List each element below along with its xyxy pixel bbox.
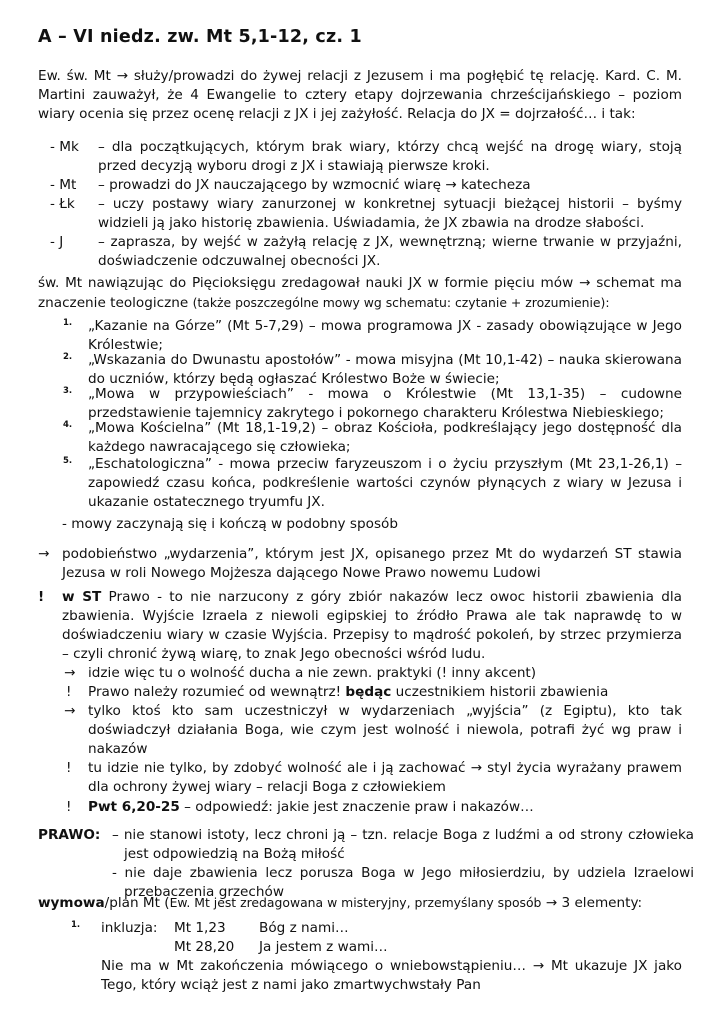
gospel-label-lk: - Łk xyxy=(50,196,75,212)
page-title: A – VI niedz. zw. Mt 5,1-12, cz. 1 xyxy=(38,27,362,47)
point-marker: ! xyxy=(66,760,72,776)
gospel-text-j: – zaprasza, by wejść w zażyłą relację z JX, wewnętrzną; wierne trwanie w przyjaźni, doświadczenie odczuwalnej obecności JX. xyxy=(98,234,682,269)
law-point-text: – odpowiedź: jakie jest znaczenie praw i nakazów… xyxy=(179,799,534,815)
plan-item-number: 1. xyxy=(71,920,81,930)
exclamation-marker: ! xyxy=(38,589,45,605)
speech-item: „Wskazania do Dwunastu apostołów” - mowa misyjna (Mt 10,1-42) – nauka skierowana do uczniów, którzy będą ogłaszać Królestwo Boże w świecie; xyxy=(88,352,682,387)
prawo-point: – nie stanowi istoty, lecz chroni ją – tzn. relacje Boga z ludźmi a od strony człowieka jest odpowiedzią na Bożą miłość xyxy=(112,827,694,862)
plan-ref: Mt 1,23 xyxy=(174,920,226,936)
law-point xyxy=(88,798,682,817)
speech-number: 4. xyxy=(63,420,73,430)
law-point-bold: będąc xyxy=(345,684,392,700)
plan-conclusion: Nie ma w Mt zakończenia mówiącego o wniebowstąpieniu… → Mt ukazuje JX jako Tego, który wciąż jest z nami jako zmartwychwstały Pan xyxy=(101,958,682,993)
gospel-text-lk: – uczy postawy wiary zanurzonej w konkretnej sytuacji bieżącej historii – byśmy widzieli ją jako historię zbawienia. Uświadamia, że JX zbawia na drodze słabości. xyxy=(98,196,682,231)
speech-item: „Mowa w przypowieściach” - mowa o Królestwie (Mt 13,1-35) – cudowne przedstawienie tajemnicy zakrytego i pokornego charakteru Królestwa Niebieskiego; xyxy=(88,386,682,421)
gospel-label-mk: - Mk xyxy=(50,139,79,155)
law-text: Prawo - to nie narzucony z góry zbiór nakazów lecz owoc historii zbawienia dla zbawienia. Wyjście Izraela z niewoli egipskiej to źródło Prawa ale tak naprawdę to w doświadczeniu wiary w czasie Wyjścia. Przepisy to mądrość pokoleń, by strzec przymierza – czyli chronić żywą wiarę, to znak Jego obecności wśród ludu. xyxy=(62,589,682,662)
law-paragraph xyxy=(62,588,682,664)
speech-number: 1. xyxy=(63,318,73,328)
intro-paragraph: Ew. św. Mt → służy/prowadzi do żywej relacji z Jezusem i ma pogłębić tę relację. Kard. C. M. Martini zauważył, że 4 Ewangelie to cztery etapy dojrzewania chrześcijańskiego – poziom wiary ocenia się przez ocenę relacji z JX i jej zażyłość. Relacja do JX = dojrzałość… i tak: xyxy=(38,68,682,122)
plan-heading xyxy=(38,893,682,913)
pentateuch-text: św. Mt nawiązując do Pięcioksięgu zredagował nauki JX w formie pięciu mów → schemat ma znaczenie teologiczne xyxy=(38,275,682,311)
law-point-text: tu idzie nie tylko, by zdobyć wolność ale i ją zachować → styl życia wyrażany prawem dla ochrony żywej wiary – relacji Boga z człowiekiem xyxy=(88,760,682,795)
speech-number: 5. xyxy=(63,456,73,466)
law-point-text: uczestnikiem historii zbawienia xyxy=(391,684,609,700)
plan-heading-bold: wymowa xyxy=(38,895,105,911)
plan-tail: → 3 elementy: xyxy=(541,895,643,911)
point-marker: ! xyxy=(66,684,72,700)
speeches-note: - mowy zaczynają się i kończą w podobny sposób xyxy=(62,516,398,532)
plan-quote: Ja jestem z wami… xyxy=(259,939,388,955)
speech-item: „Kazanie na Górze” (Mt 5-7,29) – mowa programowa JX - zasady obowiązujące w Jego Królestwie; xyxy=(88,318,682,353)
gospel-text-mt: – prowadzi do JX nauczającego by wzmocnić wiarę → katecheza xyxy=(98,177,531,193)
point-marker: → xyxy=(64,665,76,681)
prawo-point: - nie daje zbawienia lecz porusza Boga w Jego miłosierdziu, by udziela Izraelowi przebaczenia grzechów xyxy=(112,865,694,900)
plan-ref: Mt 28,20 xyxy=(174,939,235,955)
pentateuch-note: (także poszczególne mowy wg schematu: czytanie + zrozumienie): xyxy=(192,295,610,310)
point-marker: → xyxy=(64,703,76,719)
gospel-label-j: - J xyxy=(50,234,64,250)
plan-heading-text: /plan Mt ( xyxy=(104,895,170,911)
plan-note: Ew. Mt jest zredagowana w misteryjny, przemyślany sposób xyxy=(169,895,542,910)
plan-quote: Bóg z nami… xyxy=(259,920,349,936)
law-point-text: tylko ktoś kto sam uczestniczył w wydarzeniach „wyjścia” (z Egiptu), kto tak doświadczył działania Boga, wie czym jest wolność i niewola, potrafi żyć wg praw i nakazów xyxy=(88,703,682,757)
prawo-label: PRAWO: xyxy=(38,827,101,843)
gospel-label-mt: - Mt xyxy=(50,177,77,193)
law-point xyxy=(88,664,682,683)
gospel-text-mk: – dla początkujących, którym brak wiary, którzy chcą wejść na drogę wiary, stoją przed decyzją wyboru drogi z JX i stawiają pierwsze kroki. xyxy=(98,139,682,174)
law-point xyxy=(88,683,682,702)
speech-item: „Eschatologiczna” - mowa przeciw faryzeuszom i o życiu przyszłym (Mt 23,1-26,1) – zapowiedź czasu końca, podkreślenie wartości czynów płynących z wiary w Jezusa i ukazanie ostatecznego tryumfu JX. xyxy=(88,456,682,510)
point-marker: ! xyxy=(66,799,72,815)
law-point-text: Prawo należy rozumieć od wewnątrz! xyxy=(88,684,346,700)
law-point-bold: Pwt 6,20-25 xyxy=(88,799,180,815)
law-heading: w ST xyxy=(62,589,102,605)
analogy-paragraph: podobieństwo „wydarzenia”, którym jest JX, opisanego przez Mt do wydarzeń ST stawia Jezusa w roli Nowego Mojżesza dającego Nowe Prawo nowemu Ludowi xyxy=(62,546,682,581)
law-point xyxy=(88,759,682,797)
speech-item: „Mowa Kościelna” (Mt 18,1-19,2) – obraz Kościoła, podkreślający jego dostępność dla każdego nawracającego się człowieka; xyxy=(88,420,682,455)
plan-item-label: inkluzja: xyxy=(101,920,158,936)
speech-number: 3. xyxy=(63,386,73,396)
arrow-marker: → xyxy=(38,546,50,562)
pentateuch-paragraph xyxy=(38,274,682,313)
speech-number: 2. xyxy=(63,352,73,362)
law-point xyxy=(88,702,682,759)
law-point-text: idzie więc tu o wolność ducha a nie zewn. praktyki (! inny akcent) xyxy=(88,665,537,681)
